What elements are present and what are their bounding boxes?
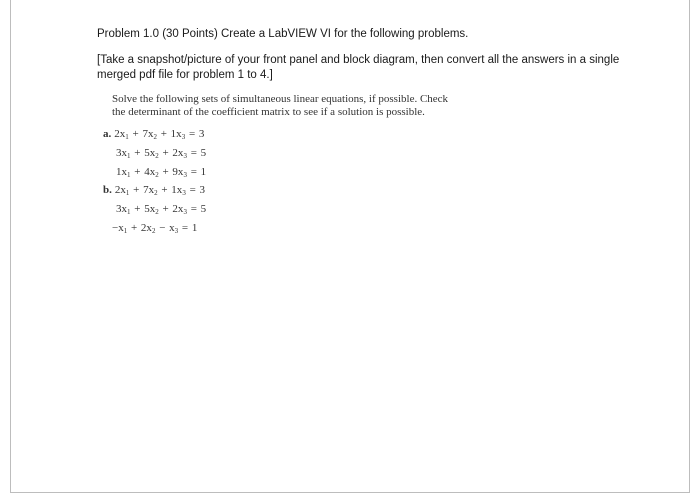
equation-term: + 4x	[130, 166, 156, 178]
variable-subscript: 2	[155, 152, 159, 160]
variable-subscript: 3	[181, 133, 186, 141]
variable-subscript: 1	[127, 171, 131, 179]
variable-subscript: 3	[182, 189, 186, 197]
equation-term: 2x	[114, 184, 126, 196]
part-b-equation-3	[112, 222, 197, 234]
equation-term: + 9x	[158, 166, 184, 178]
equation-term: − x	[155, 222, 175, 234]
part-b-equation-1	[103, 184, 205, 196]
equation-term: + 5x	[130, 203, 156, 215]
variable-subscript: 1	[127, 208, 131, 216]
equation-term: + 7x	[128, 128, 154, 140]
variable-subscript: 1	[127, 152, 131, 160]
part-b-equation-2	[116, 203, 206, 215]
document-page	[10, 0, 690, 493]
equation-term: 3x	[116, 203, 127, 215]
variable-subscript: 2	[154, 189, 158, 197]
equation-term: = 3	[185, 128, 205, 140]
variable-subscript: 3	[174, 227, 179, 235]
part-a-label: a.	[103, 128, 112, 140]
variable-subscript: 3	[183, 152, 187, 160]
part-a-equation-2	[116, 147, 206, 159]
part-a-equation-3	[116, 166, 206, 178]
equation-term: + 1x	[156, 128, 182, 140]
problem-instruction: [Take a snapshot/picture of your front panel and block diagram, then convert all the answers in a single merged pdf file for problem 1 to 4.]	[97, 54, 620, 81]
variable-subscript: 2	[155, 208, 159, 216]
equation-term: = 5	[186, 203, 207, 215]
equation-term: = 3	[185, 184, 206, 196]
equation-term: + 2x	[158, 147, 184, 159]
variable-subscript: 2	[151, 227, 156, 235]
equation-term: = 1	[178, 222, 198, 234]
intro-line-1: Solve the following sets of simultaneous linear equations, if possible. Check	[112, 93, 449, 105]
variable-subscript: 1	[125, 133, 129, 141]
intro-line-2: the determinant of the coefficient matrix to see if a solution is possible.	[112, 106, 425, 118]
equation-term: = 1	[186, 166, 207, 178]
variable-subscript: 2	[155, 171, 159, 179]
equation-term: 2x	[114, 128, 126, 140]
variable-subscript: 3	[183, 208, 187, 216]
equation-term: = 5	[186, 147, 207, 159]
problem-intro	[112, 93, 532, 119]
part-a-equation-1	[103, 128, 204, 140]
equation-term: + 2x	[127, 222, 152, 234]
variable-subscript: 2	[153, 133, 157, 141]
equation-term: −x	[112, 222, 124, 234]
equation-term: + 1x	[157, 184, 183, 196]
problem-heading: Problem 1.0 (30 Points) Create a LabVIEW VI for the following problems.	[97, 28, 469, 40]
equation-term: + 2x	[158, 203, 184, 215]
equation-term: + 7x	[129, 184, 155, 196]
equation-term: 3x	[116, 147, 127, 159]
variable-subscript: 1	[123, 227, 128, 235]
equation-term: + 5x	[130, 147, 156, 159]
equation-term: 1x	[116, 166, 127, 178]
variable-subscript: 1	[125, 189, 130, 197]
part-b-label: b.	[103, 184, 112, 196]
variable-subscript: 3	[183, 171, 187, 179]
